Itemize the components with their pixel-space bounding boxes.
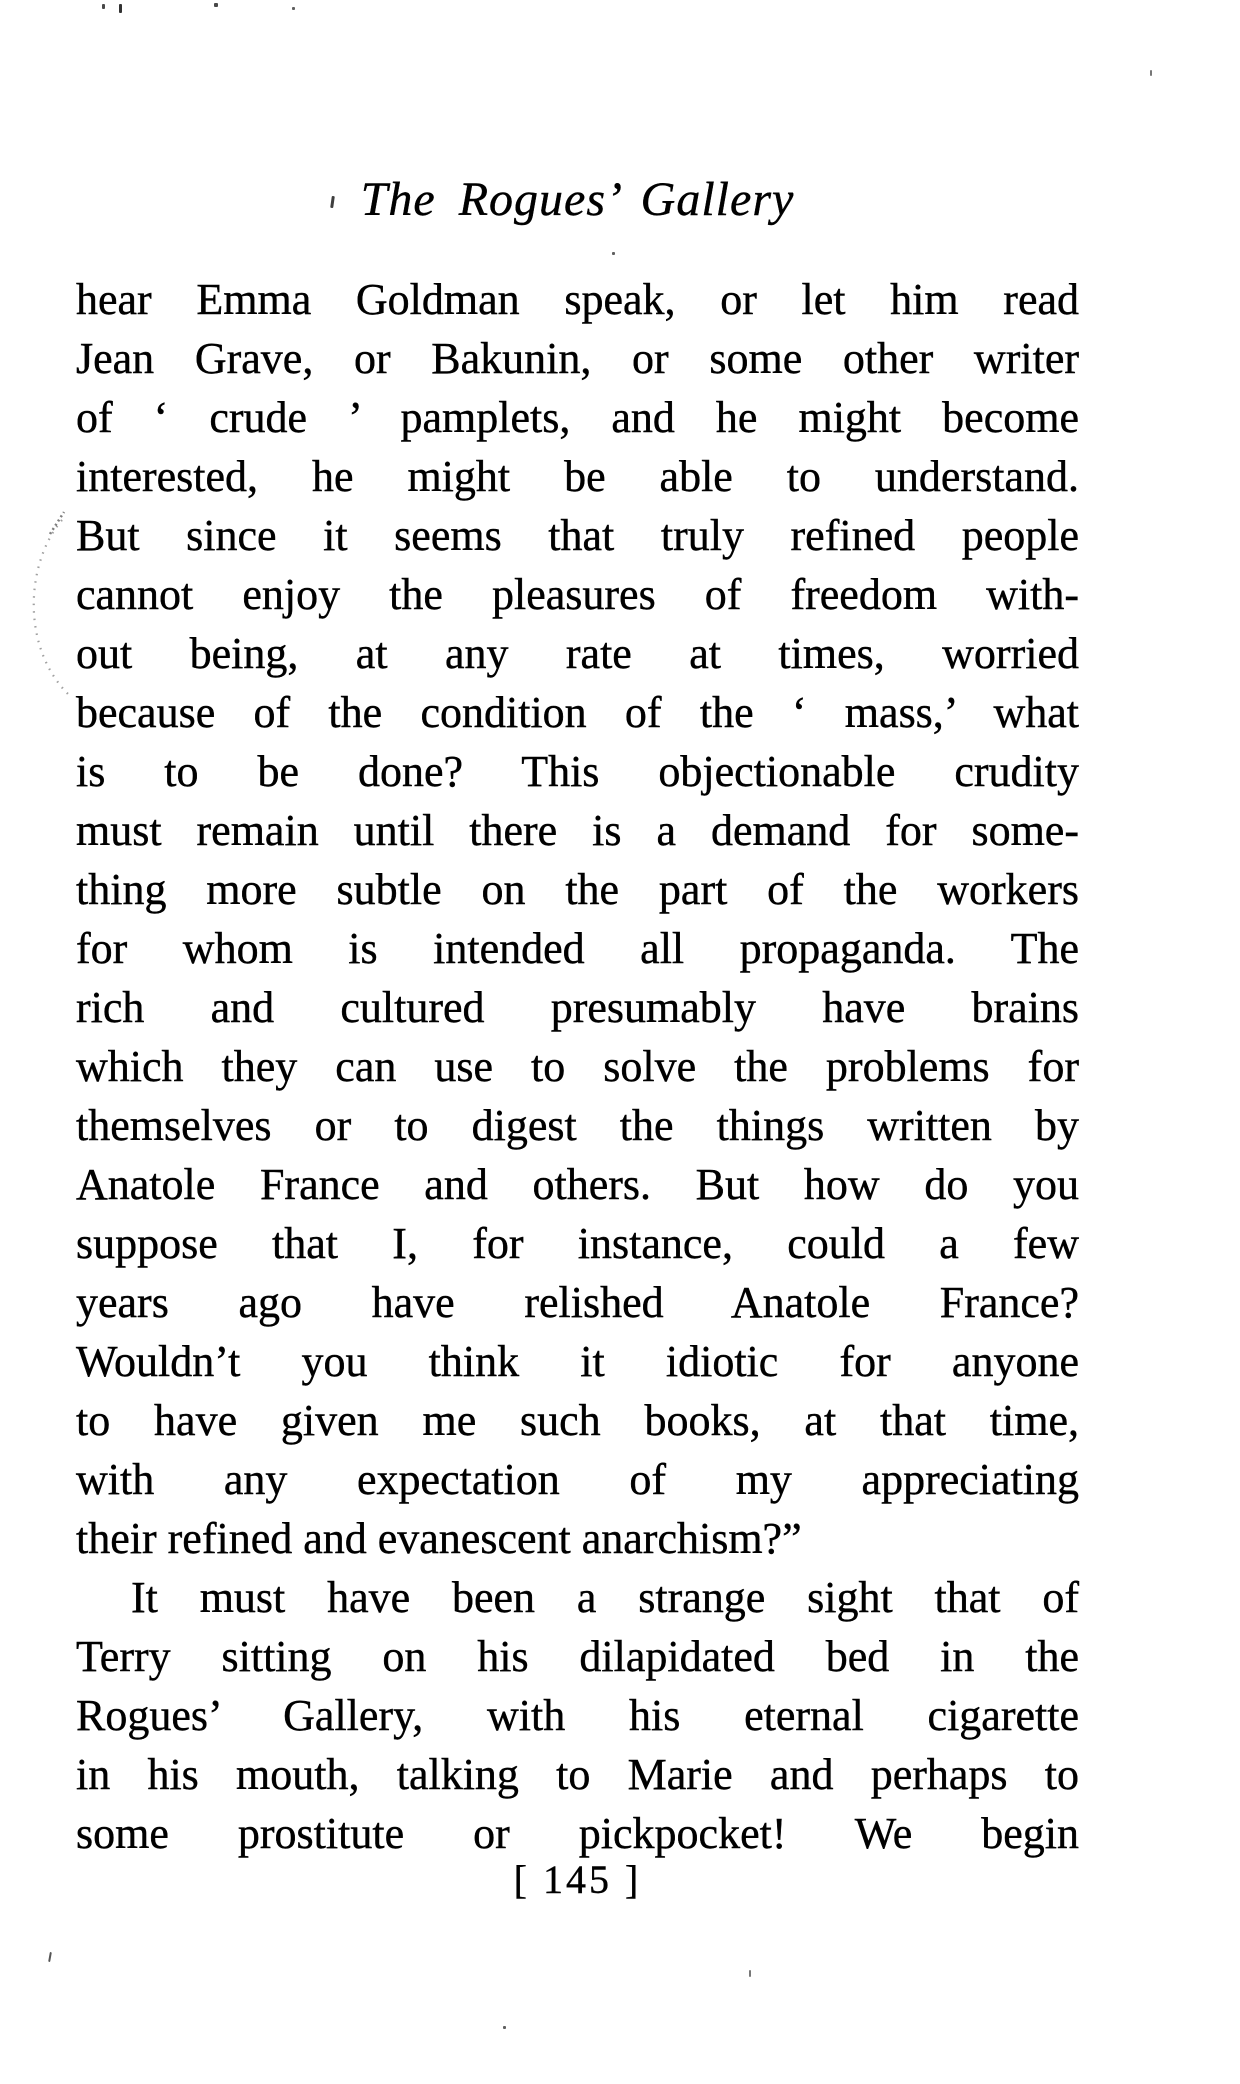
text-line: to have given me such books, at that time, [76,1396,1079,1445]
text-line: which they can use to solve the problems for [76,1042,1079,1091]
text-line: because of the condition of the ‘ mass,’ what [76,688,1079,737]
text-line paragraph-end: their refined and evanescent anarchism?” [76,1514,802,1563]
page-number: [ 145 ] [513,1857,642,1902]
scan-artifact-dot [102,4,105,9]
text-line: out being, at any rate at times, worried [76,629,1079,678]
text-line: suppose that I, for instance, could a few [76,1219,1079,1268]
text-line: Jean Grave, or Bakunin, or some other writer [76,334,1079,383]
scan-artifact-dot [119,4,122,13]
text-line: But since it seems that truly refined people [76,511,1079,560]
scan-artifact-dot [503,2026,506,2029]
text-line: thing more subtle on the part of the workers [76,865,1079,914]
body-text [76,270,1079,1863]
text-line: for whom is intended all propaganda. The [76,924,1079,973]
text-line: years ago have relished Anatole France? [76,1278,1079,1327]
text-line: rich and cultured presumably have brains [76,983,1079,1032]
page-title: The Rogues’ Gallery [360,173,795,226]
text-line: Wouldn’t you think it idiotic for anyone [76,1337,1079,1386]
text-line: some prostitute or pickpocket! We begin [76,1809,1079,1858]
text-line: interested, he might be able to understand. [76,452,1079,501]
text-line: in his mouth, talking to Marie and perhaps to [76,1750,1079,1799]
scan-artifact-dot [749,1970,751,1977]
text-line: is to be done? This objectionable crudity [76,747,1079,796]
scan-artifact-dot [214,3,218,7]
scan-artifact-dot [292,7,295,10]
scan-artifact-dot [612,252,615,255]
text-line: Terry sitting on his dilapidated bed in the [76,1632,1079,1681]
text-line paragraph-start: It must have been a strange sight that of [131,1573,1079,1622]
scan-artifact-dot [1150,70,1152,76]
text-line: with any expectation of my appreciating [76,1455,1079,1504]
text-line: cannot enjoy the pleasures of freedom with- [76,570,1079,619]
scan-artifact-dot [48,1952,52,1962]
text-line: Anatole France and others. But how do you [76,1160,1079,1209]
text-line: themselves or to digest the things written by [76,1101,1079,1150]
text-line: hear Emma Goldman speak, or let him read [76,275,1079,324]
text-line: must remain until there is a demand for some- [76,806,1079,855]
text-line: of ‘ crude ’ pamplets, and he might become [76,393,1079,442]
text-line: Rogues’ Gallery, with his eternal cigarette [76,1691,1079,1740]
